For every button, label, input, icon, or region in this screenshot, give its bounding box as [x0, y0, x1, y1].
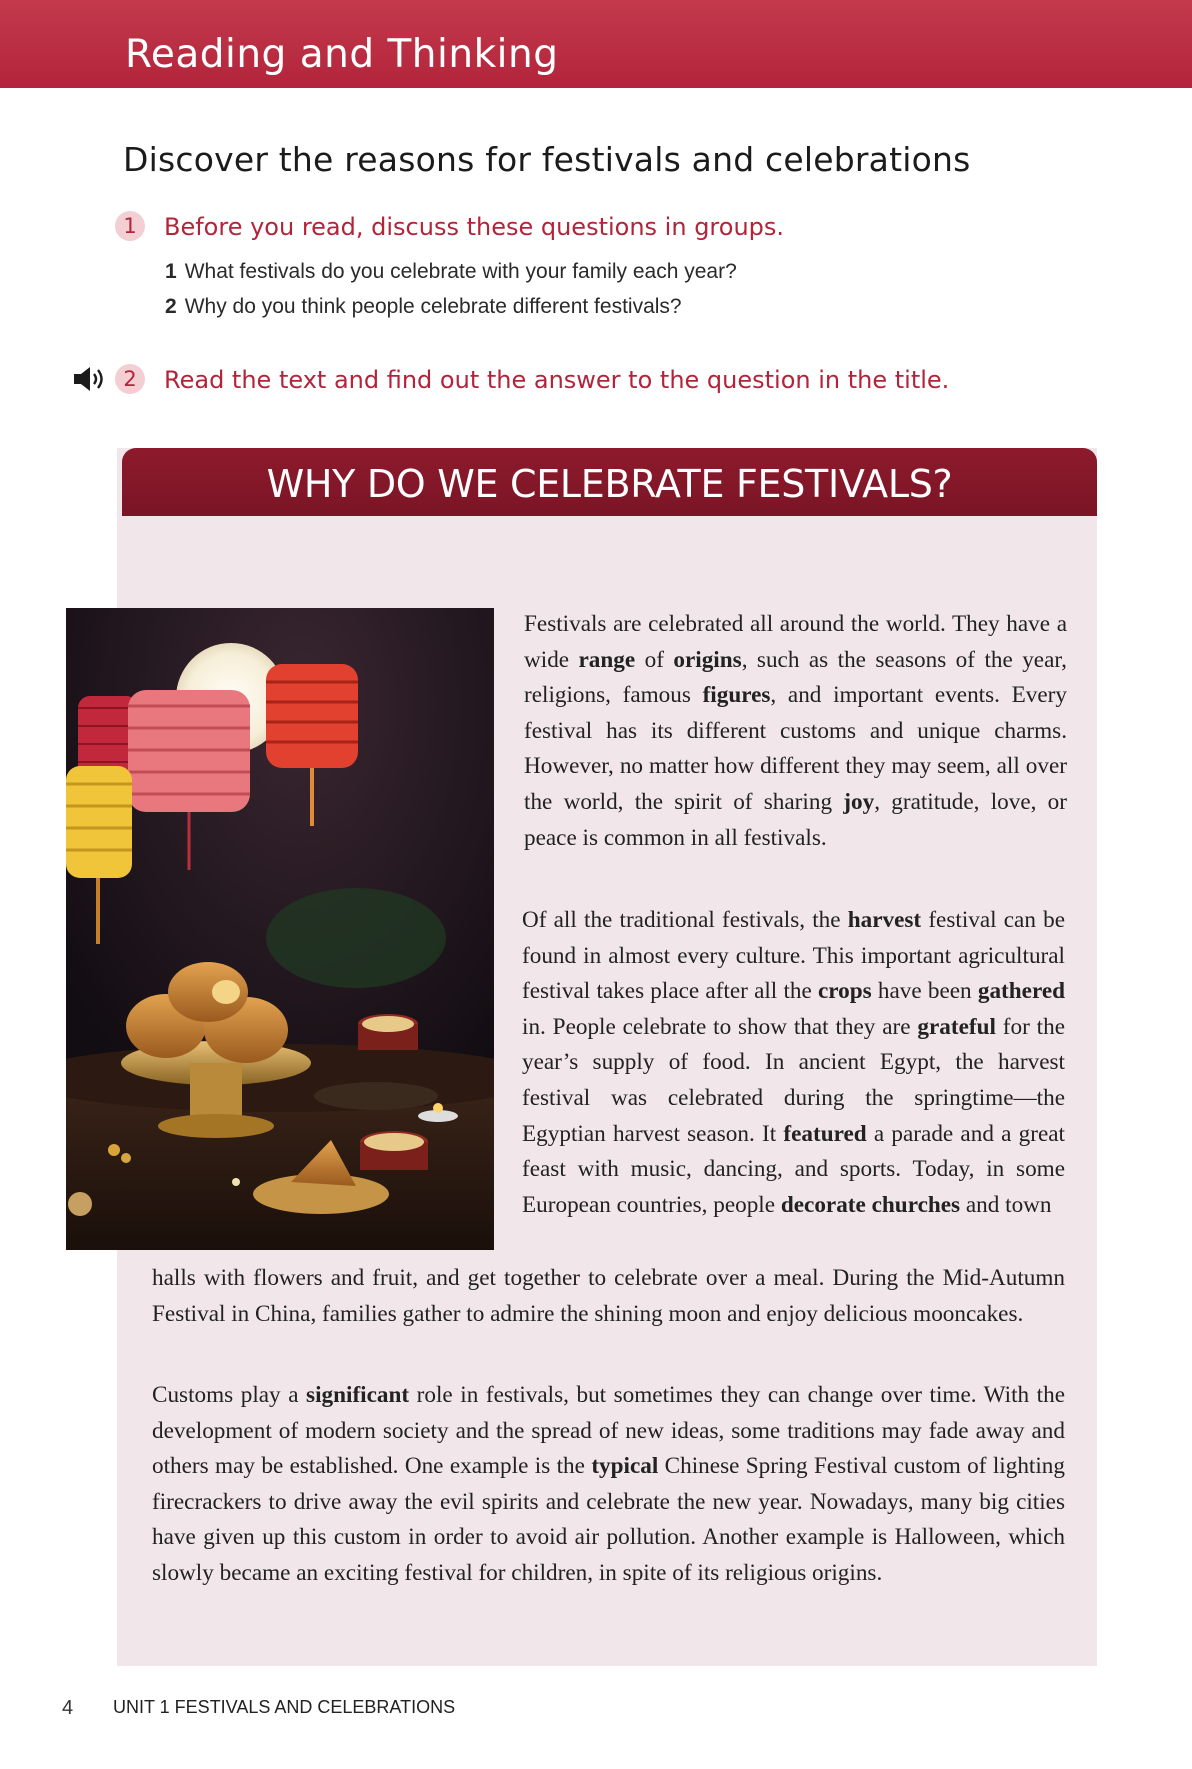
photo-illustration: [66, 608, 494, 1250]
page-number: 4: [62, 1697, 74, 1719]
question-1: [165, 260, 737, 284]
vocabulary-word: crops: [818, 978, 872, 1005]
vocabulary-word: origins: [673, 646, 742, 673]
reading-title-bar: [122, 448, 1097, 516]
mooncakes-and-lanterns-photo: [66, 608, 494, 1250]
question-1-text: What festivals do you celebrate with your family each year?: [184, 260, 737, 283]
speaker-icon[interactable]: [72, 364, 110, 394]
vocabulary-word: significant: [306, 1382, 410, 1408]
vocabulary-word: grateful: [917, 1013, 996, 1040]
vocabulary-word: gathered: [977, 978, 1066, 1005]
task2-instruction: Read the text and find out the answer to the question in the title.: [164, 366, 950, 394]
task1-instruction: Before you read, discuss these questions in groups.: [164, 213, 785, 241]
vocabulary-word: harvest: [847, 907, 922, 933]
reading-paragraph-3: Customs play a significant role in festivals, but sometimes they can change over time. With the development of modern society and the spread of new ideas, some traditions may fade away and others may be established. One example is the typical Chinese Spring Festival custom of lighting firecrackers to drive away the evil spirits and celebrate the new year. Nowadays, many big cities have given up this custom in order to avoid air pollution. Another example is Halloween, which slowly became an exciting festival for children, in spite of its religious origins.: [152, 1382, 1065, 1586]
header-bar: [0, 0, 1192, 88]
section-title: Discover the reasons for festivals and celebrations: [123, 140, 971, 179]
task1-number-badge: 1: [115, 211, 145, 241]
question-1-number: 1: [165, 260, 177, 283]
task2-number-badge: 2: [115, 364, 145, 394]
vocabulary-word: decorate churches: [780, 1191, 961, 1218]
vocabulary-word: figures: [702, 682, 771, 709]
header-title: Reading and Thinking: [125, 32, 559, 77]
question-2-number: 2: [165, 295, 177, 318]
question-2: [165, 295, 682, 319]
reading-paragraph-1: Festivals are celebrated all around the world. They have a wide range of origins, such as the seasons of the year, religions, famous figures, and important events. Every festival has its different customs and unique charms. However, no matter how different they may seem, all over the world, the spirit of sharing joy, gratitude, love, or peace is common in all festivals.: [524, 611, 1067, 851]
question-2-text: Why do you think people celebrate different festivals?: [184, 295, 682, 318]
reading-paragraph-2-full: halls with flowers and fruit, and get together to celebrate over a meal. During the Mid-Autumn Festival in China, families gather to admire the shining moon and enjoy delicious mooncakes.: [152, 1265, 1065, 1327]
unit-label: UNIT 1 FESTIVALS AND CELEBRATIONS: [113, 1697, 456, 1717]
vocabulary-word: featured: [783, 1120, 867, 1147]
vocabulary-word: joy: [843, 788, 875, 815]
reading-title: WHY DO WE CELEBRATE FESTIVALS?: [266, 462, 953, 506]
reading-paragraph-2-wrap: Of all the traditional festivals, the harvest festival can be found in almost every culture. This important agricultural festival takes place after all the crops have been gathered in. People celebrate to show that they are grateful for the year’s supply of food. In ancient Egypt, the harvest festival was celebrated during the springtime—the Egyptian harvest season. It featured a parade and a great feast with music, dancing, and sports. Today, in some European countries, people decorate churches and town: [522, 907, 1066, 1218]
vocabulary-word: range: [578, 646, 636, 673]
vocabulary-word: typical: [591, 1453, 659, 1480]
